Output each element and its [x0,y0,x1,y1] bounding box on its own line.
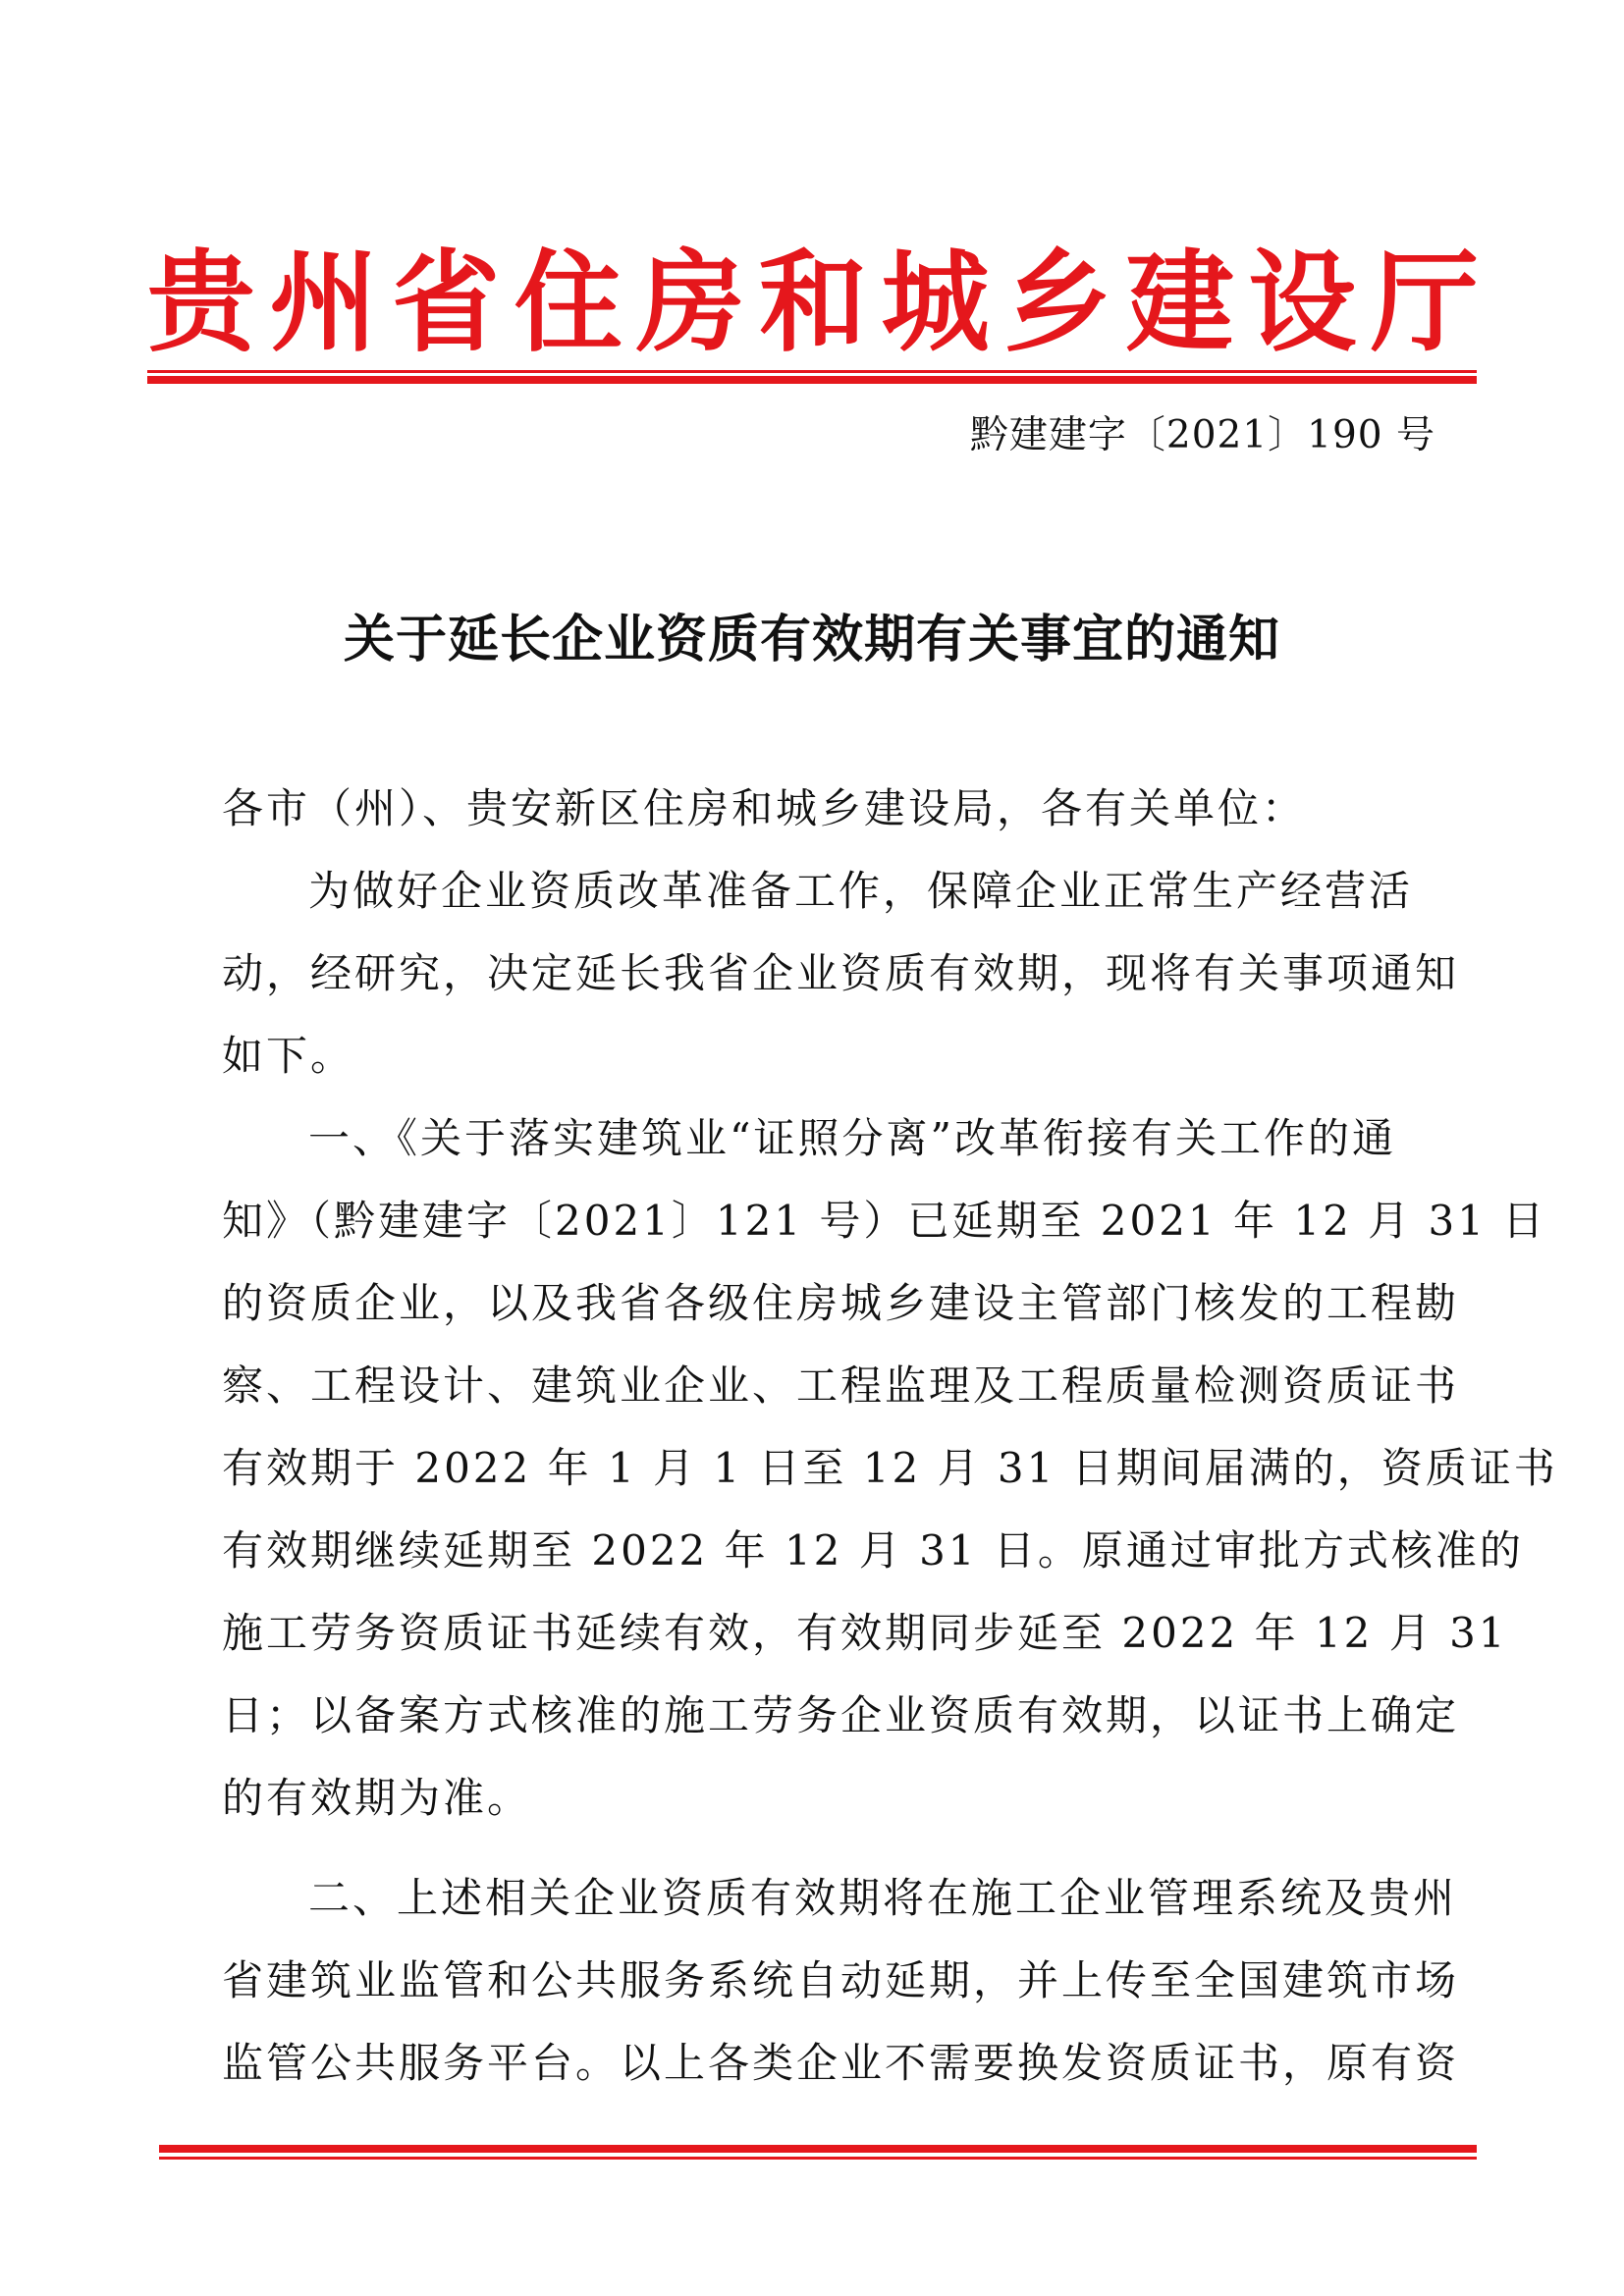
issuing-authority-char: 住 [514,237,623,367]
paragraph-line: 监管公共服务平台。以上各类企业不需要换发资质证书，原有资 [222,2039,1460,2087]
paragraph-line: 有效期继续延期至 2022 年 12 月 31 日。原通过审批方式核准的 [222,1526,1524,1575]
issuing-authority-char: 贵 [147,237,255,367]
issuing-authority-char: 城 [881,237,990,367]
issuing-authority-char: 房 [636,237,745,367]
paragraph-line: 的资质企业，以及我省各级住房城乡建设主管部门核发的工程勘 [222,1279,1460,1327]
paragraph-line: 二、上述相关企业资质有效期将在施工企业管理系统及贵州 [308,1874,1458,1922]
issuing-authority-char: 厅 [1370,237,1479,367]
footer-divider-thick [159,2145,1477,2153]
paragraph-line: 日；以备案方式核准的施工劳务企业资质有效期，以证书上确定 [222,1691,1460,1739]
salutation-line: 各市（州）、贵安新区住房和城乡建设局，各有关单位： [222,784,1307,832]
document-body [222,768,1558,2105]
paragraph-line: 省建筑业监管和公共服务系统自动延期，并上传至全国建筑市场 [222,1956,1460,2004]
issuing-authority-char: 建 [1125,237,1234,367]
paragraph-line: 动，经研究，决定延长我省企业资质有效期，现将有关事项通知 [222,949,1460,997]
issuing-authority-char: 和 [758,237,867,367]
header-divider-thin [147,370,1477,373]
header-divider-thick [147,376,1477,384]
paragraph-line: 施工劳务资质证书延续有效，有效期同步延至 2022 年 12 月 31 [222,1609,1508,1657]
issuing-authority-char: 设 [1248,237,1357,367]
document-title: 关于延长企业资质有效期有关事宜的通知 [343,610,1280,669]
paragraph-line: 为做好企业资质改革准备工作，保障企业正常生产经营活 [308,867,1414,915]
paragraph-line: 一、《关于落实建筑业“证照分离”改革衔接有关工作的通 [308,1114,1396,1162]
issuing-authority-char: 省 [392,237,501,367]
footer-divider-thin [159,2157,1477,2160]
issuing-authority-title [147,234,1479,371]
issuing-authority-char: 州 [269,237,378,367]
paragraph-line: 有效期于 2022 年 1 月 1 日至 12 月 31 日期间届满的，资质证书 [222,1444,1558,1492]
paragraph-line: 如下。 [222,1032,355,1080]
paragraph-line: 察、工程设计、建筑业企业、工程监理及工程质量检测资质证书 [222,1362,1460,1410]
paragraph-spacer [222,1840,1432,1857]
issuing-authority-char: 乡 [1003,237,1112,367]
document-number: 黔建建字〔2021〕190 号 [969,413,1435,457]
paragraph-line: 知》（黔建建字〔2021〕121 号）已延期至 2021 年 12 月 31 日 [222,1197,1547,1245]
paragraph-line: 的有效期为准。 [222,1774,532,1822]
